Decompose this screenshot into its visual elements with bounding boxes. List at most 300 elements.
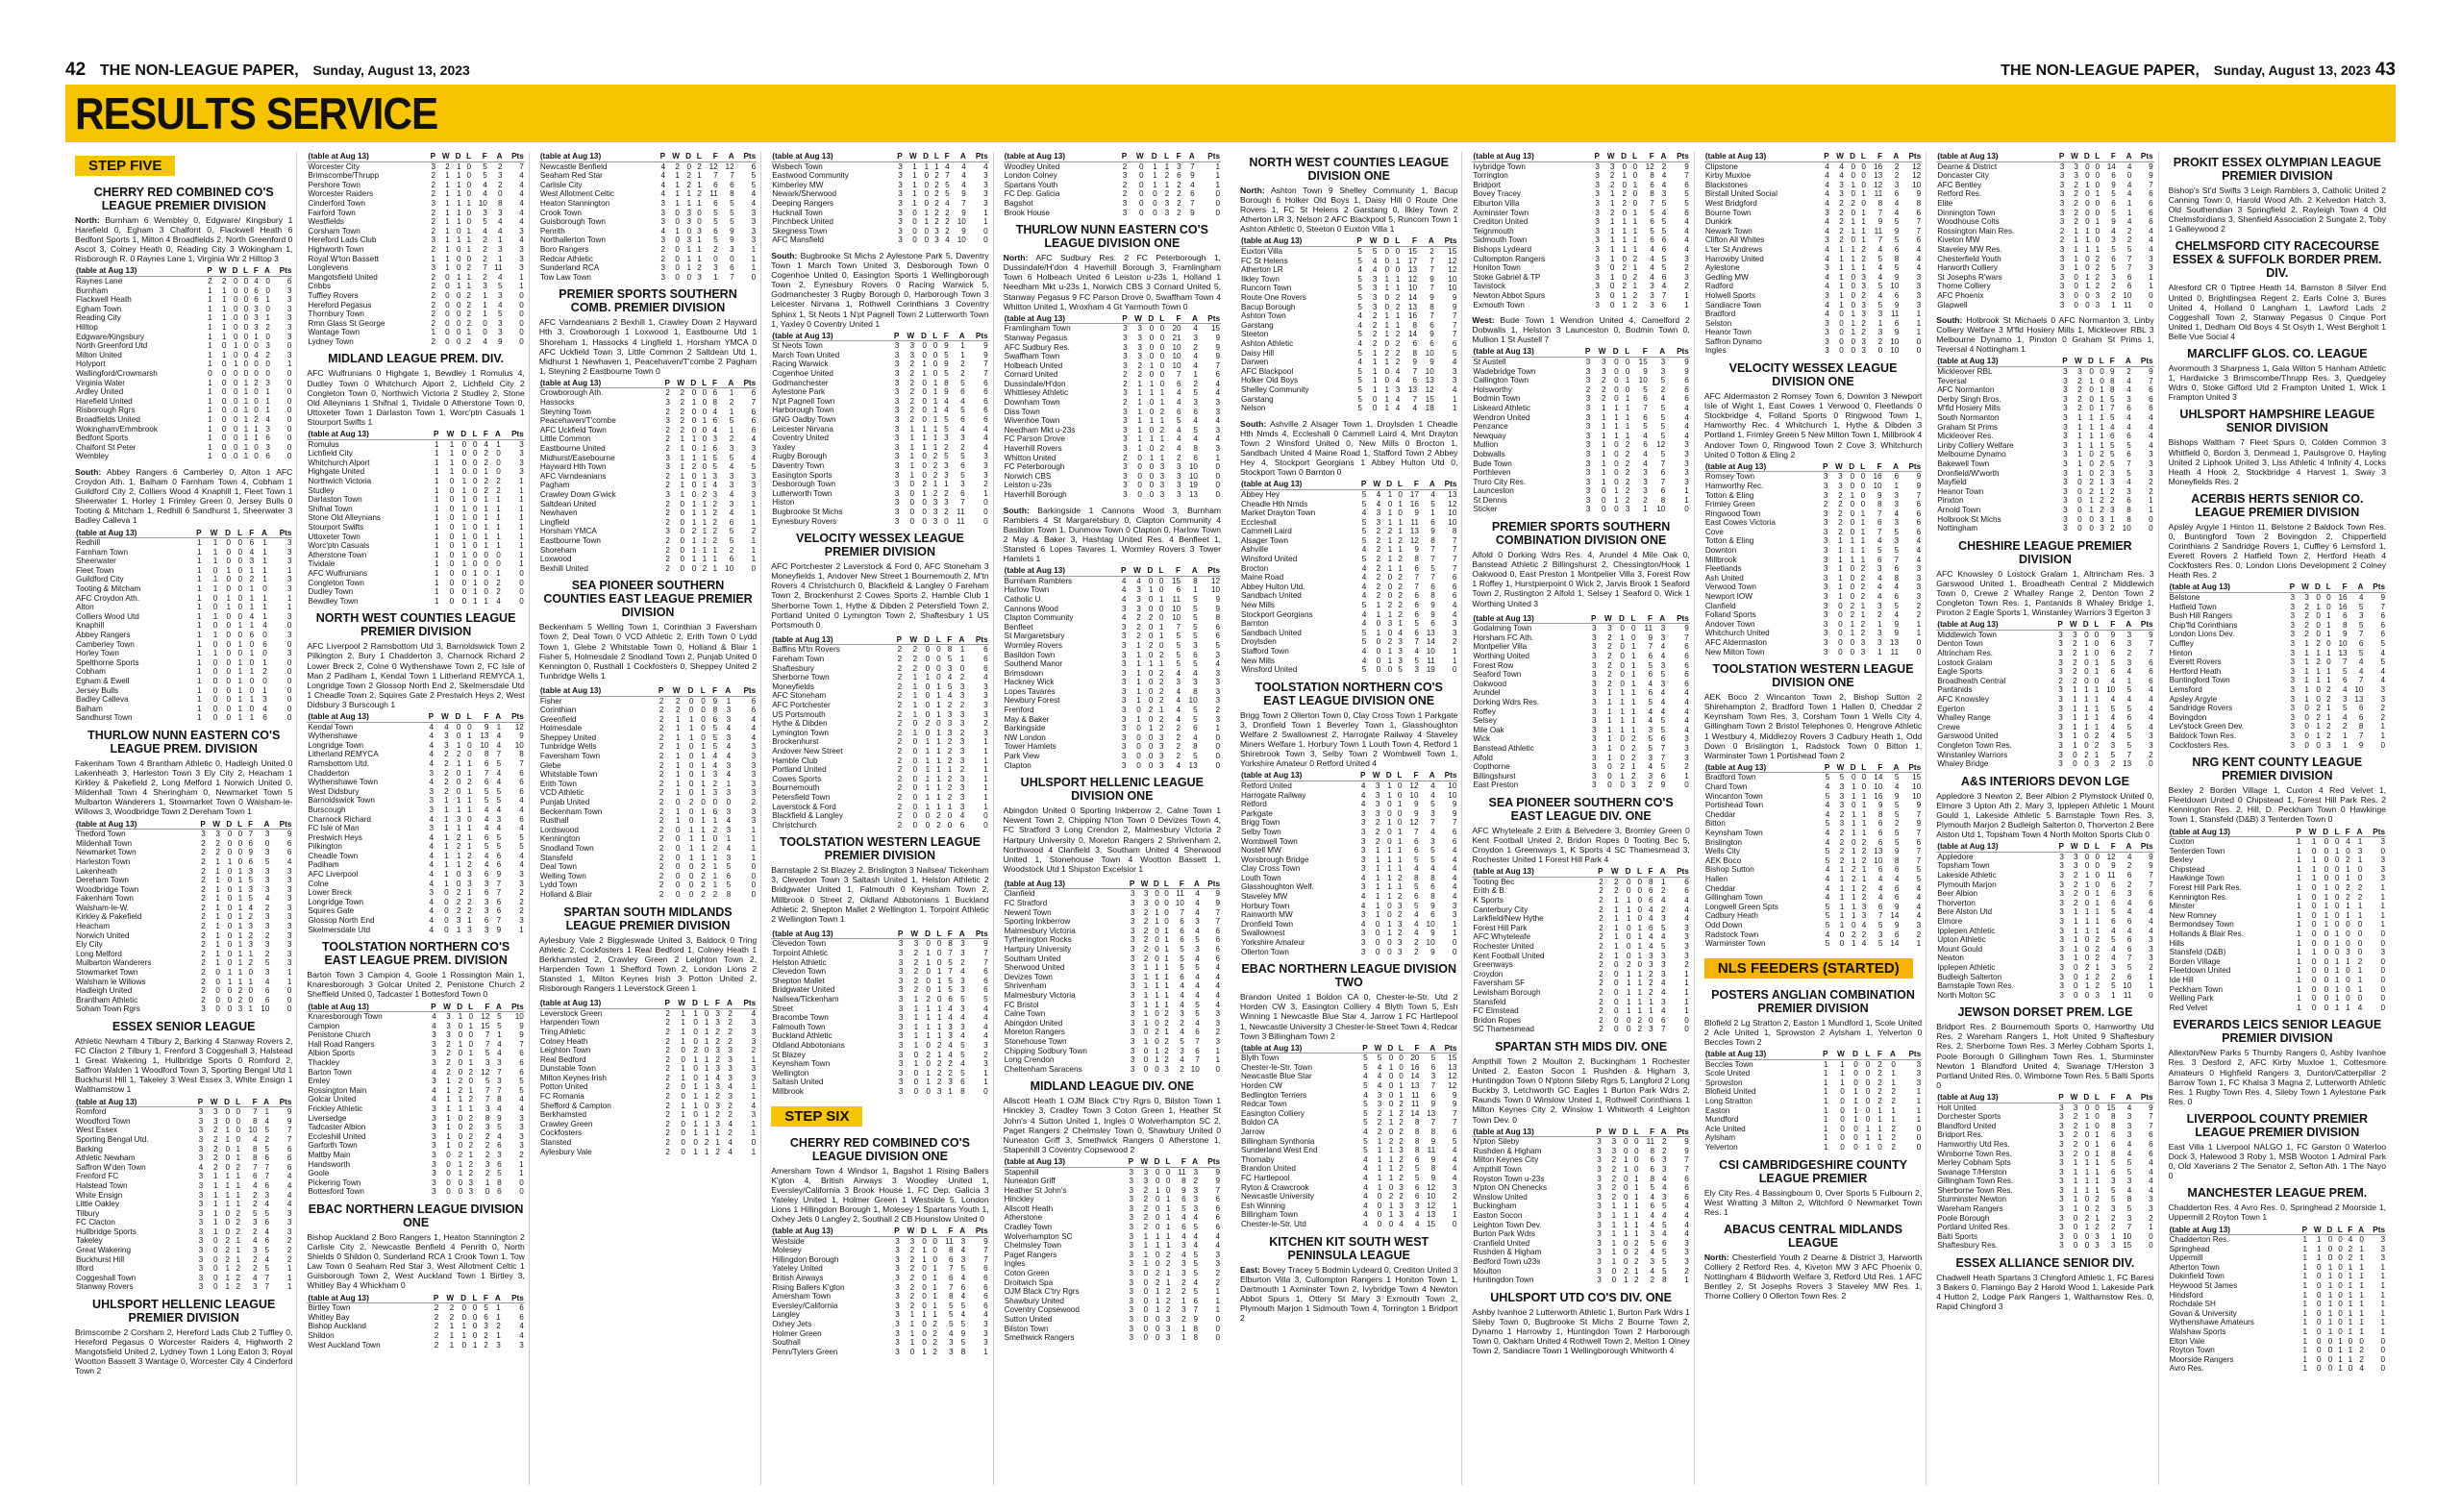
table-row [75, 839, 292, 849]
table-cell: 2 [444, 758, 449, 768]
table-cell: 0 [254, 406, 259, 415]
table-cell: 1 [484, 541, 488, 551]
table-cell: 3 [496, 814, 502, 824]
table-cell: 10 [1448, 274, 1457, 284]
table-row [307, 319, 524, 329]
table-cell: 5 [264, 1126, 270, 1135]
team-name: FC Romania [539, 1092, 584, 1102]
table-cell: 2 [665, 1046, 670, 1055]
table-row [539, 844, 757, 854]
table-cell: 1 [1387, 781, 1392, 790]
table-cell: 6 [751, 696, 757, 706]
table-cell: 2 [1452, 1192, 1457, 1202]
table-cell: 2 [1177, 198, 1181, 208]
table-cell: 1 [1149, 360, 1155, 370]
table-cell: 1 [1155, 972, 1159, 981]
table-cell: 9 [1215, 899, 1221, 908]
table-cell: 0 [215, 986, 220, 996]
table-cell: 2 [468, 1159, 474, 1169]
table-cell: 7 [1430, 1118, 1436, 1128]
team-name: Coggeshall Town [76, 1273, 137, 1282]
table-cell: 4 [726, 816, 732, 826]
table-cell: 5 [947, 682, 953, 691]
header-a: A [260, 266, 271, 276]
header-team: (table at Aug 13) [771, 635, 891, 645]
team-name: Keynsham Town [772, 1059, 831, 1069]
team-name: Harlow Town [1004, 585, 1050, 595]
table-row [1004, 1269, 1221, 1278]
team-name: Peacehaven/T'combe [539, 416, 616, 426]
table-cell: 7 [1176, 622, 1181, 632]
table-cell: 2 [913, 967, 919, 977]
table-cell: 0 [1143, 1296, 1149, 1305]
table-cell: 4 [1684, 226, 1689, 235]
header-d: D [1149, 1157, 1160, 1167]
table-cell: 2 [1625, 468, 1630, 478]
table-cell: 3 [264, 912, 270, 922]
team-name: Wombwell Town [1241, 836, 1298, 846]
table-cell: 1 [693, 1008, 698, 1018]
table-cell: 1 [1376, 628, 1381, 637]
table-row [75, 904, 292, 913]
table-cell: 2 [1158, 724, 1164, 733]
table-cell: 6 [264, 1180, 270, 1190]
table-cell: 3 [248, 940, 254, 950]
table-cell: 1 [1137, 434, 1142, 444]
table-cell: 1 [456, 740, 461, 750]
results-text: AFC Varndeanians 2 Bexhill 1, Crawley Down 2 Hayward Hth 3, Crowborough 1 Loxwood 1, Eastbourne Utd 1 Shoreham 1, Hassocks 4 Lingfield 1, Horsham YMCA 0 AFC Uckfield Town 3, Little Common 2 Saltdean Utd 1, Midhurst 1 Newhaven 1, Peacehaven/T'combe 2 Pagham 1, Steyning 2 Eastbourne Town 0 [538, 317, 758, 376]
table-cell: 5 [1193, 388, 1198, 398]
table-cell: 3 [456, 916, 461, 926]
table-cell: 3 [237, 1004, 243, 1014]
table-cell: 0 [680, 499, 685, 508]
team-name: Route One Rovers [1241, 293, 1306, 303]
header-d: D [452, 1003, 463, 1012]
table-row [307, 1303, 524, 1313]
table-cell: 3 [947, 709, 953, 719]
table-cell: 2 [1376, 582, 1381, 591]
table-cell: 0 [286, 369, 292, 378]
table-cell: 0 [1149, 370, 1155, 380]
table-row [771, 461, 988, 471]
table-cell: 1 [751, 1092, 757, 1102]
table-cell: 1 [197, 657, 202, 667]
table-cell: 1 [1215, 1055, 1221, 1065]
table-cell: 2 [1164, 1036, 1169, 1046]
table-cell: 2 [960, 957, 965, 967]
table-cell: 3 [1177, 161, 1181, 171]
table-cell: 1 [1153, 171, 1157, 181]
table-cell: 3 [1360, 827, 1366, 836]
table-row [1004, 1223, 1221, 1232]
table-cell: 4 [429, 740, 435, 750]
table-cell: 2 [1158, 668, 1164, 678]
table-cell: 2 [1632, 300, 1638, 310]
table-cell: 0 [457, 263, 461, 273]
team-name: Colne [308, 879, 329, 888]
table-cell: 6 [1193, 1296, 1199, 1305]
table-cell: 0 [236, 1126, 241, 1135]
table-cell: 3 [1215, 678, 1221, 687]
table-cell: 0 [1215, 732, 1221, 742]
table-cell: 1 [519, 532, 524, 541]
team-name: Woodley United [1004, 161, 1060, 171]
table-cell: 1 [1158, 659, 1164, 669]
table-row [771, 1051, 988, 1060]
table-cell: 3 [983, 1040, 988, 1050]
table-cell: 2 [458, 1085, 463, 1095]
table-cell: 1 [212, 1172, 218, 1181]
table-cell: 5 [1361, 535, 1367, 545]
table-row [75, 1218, 292, 1227]
team-name: Laverstock & Ford [772, 802, 836, 811]
table-cell: 4 [1360, 781, 1366, 790]
table-cell: 4 [1414, 1210, 1420, 1220]
table-row [539, 161, 757, 171]
header-p: P [659, 999, 671, 1008]
team-name: Buckhurst Hill [76, 1254, 125, 1264]
table-row [539, 1102, 757, 1111]
table-cell: 3 [686, 217, 692, 227]
table-cell: 1 [456, 805, 461, 814]
table-cell: 2 [1388, 1192, 1394, 1202]
table-cell: 0 [1143, 1269, 1149, 1278]
table-cell: 0 [221, 424, 227, 434]
table-cell: 1 [913, 1031, 919, 1041]
table-cell: 3 [286, 649, 292, 658]
table-cell: 4 [286, 1190, 292, 1200]
table-cell: 3 [898, 180, 903, 189]
table-cell: 0 [680, 508, 685, 518]
team-name: Ardley United [76, 387, 124, 397]
table-cell: 0 [1148, 678, 1154, 687]
team-name: Broadfields United [76, 414, 140, 424]
team-name: Nuneaton Griff [1004, 1177, 1056, 1186]
table-cell: 0 [248, 986, 254, 996]
header-f: F [1165, 314, 1181, 324]
league-table-header [539, 152, 757, 161]
table-row [539, 490, 757, 500]
table-cell: 1 [912, 189, 917, 199]
team-name: Thornbury Town [308, 310, 364, 319]
league-section [1472, 315, 1689, 514]
table-cell: 3 [894, 359, 900, 369]
table-cell: 2 [686, 171, 692, 181]
header-w: W [1134, 1157, 1149, 1167]
table-row [771, 480, 988, 489]
table-row [771, 811, 988, 821]
team-name: Chadderton [308, 768, 350, 778]
team-name: Catholic U [1004, 594, 1041, 604]
team-name: Horley Town [76, 649, 119, 658]
results-column [71, 152, 297, 1485]
table-cell: 0 [924, 235, 929, 245]
table-cell: 2 [712, 779, 718, 788]
table-cell: 1 [1143, 1259, 1149, 1269]
table-cell: 1 [1181, 1324, 1186, 1333]
table-row [771, 1236, 988, 1246]
table-cell: 2 [897, 663, 903, 673]
table-cell: 1 [751, 1119, 757, 1128]
table-cell: 4 [960, 424, 965, 434]
table-cell: 2 [665, 407, 670, 416]
table-cell: 0 [286, 986, 292, 996]
table-cell: 7 [949, 1264, 954, 1274]
table-cell: 5 [1660, 449, 1666, 459]
table-cell: 3 [665, 490, 670, 499]
table-cell: 1 [702, 555, 708, 564]
table-cell: 9 [1190, 171, 1195, 181]
table-cell: 7 [983, 1246, 988, 1255]
table-cell: 3 [1660, 366, 1666, 376]
team-name: Baffins M'tn Rovers [772, 645, 840, 655]
table-cell: 5 [1430, 1053, 1436, 1063]
table-cell: 1 [1377, 1136, 1382, 1146]
table-row [539, 1082, 757, 1092]
table-cell: 4 [1215, 991, 1221, 1000]
table-cell: 7 [1414, 573, 1419, 582]
table-row [1004, 973, 1221, 982]
league-table-header [771, 1227, 988, 1236]
table-cell: 8 [1412, 348, 1418, 358]
table-cell: 4 [429, 916, 435, 926]
table-cell: 2 [665, 535, 670, 545]
table-cell: 3 [894, 452, 900, 461]
table-cell: 3 [934, 226, 939, 235]
table-cell: 0 [466, 161, 472, 171]
table-cell: 10 [1172, 342, 1181, 352]
table-cell: 0 [1158, 585, 1164, 595]
table-cell: 0 [472, 467, 478, 477]
table-cell: 3 [715, 1008, 720, 1018]
team-name: Colney Heath [539, 1036, 588, 1046]
table-cell: 1 [237, 912, 243, 922]
right-date: Sunday, August 13, 2023 [2213, 62, 2372, 78]
table-cell: 1 [909, 434, 915, 443]
table-row [1240, 874, 1457, 883]
team-name: Hadleigh United [76, 986, 133, 996]
team-name: Ashville [1241, 545, 1269, 555]
table-cell: 3 [1585, 449, 1591, 459]
table-cell: 3 [895, 1320, 900, 1329]
table-cell: 3 [1136, 585, 1141, 595]
table-cell: 0 [456, 722, 461, 731]
table-cell: 1 [215, 912, 220, 922]
table-cell: 2 [912, 655, 918, 663]
table-row [307, 235, 524, 245]
table-cell: 7 [1177, 370, 1181, 380]
table-cell: 3 [1430, 808, 1435, 818]
table-cell: 12 [481, 1067, 490, 1077]
table-cell: 1 [926, 1078, 931, 1087]
table-cell: 2 [960, 369, 965, 379]
table-cell: 0 [936, 719, 941, 729]
table-cell: 1 [467, 824, 472, 833]
table-cell: 3 [1684, 459, 1689, 468]
table-row [1240, 902, 1457, 911]
table-cell: 0 [1375, 929, 1380, 938]
table-cell: 6 [1643, 412, 1648, 422]
table-cell: 0 [472, 541, 478, 551]
table-row [1004, 687, 1221, 697]
team-name: Norwich United [76, 930, 130, 940]
table-cell: 0 [226, 557, 232, 566]
table-cell: 9 [730, 226, 734, 235]
table-cell: 3 [959, 802, 965, 811]
table-cell: 4 [484, 814, 489, 824]
table-cell: 1 [249, 584, 255, 594]
table-cell: 9 [944, 387, 949, 397]
team-name: Moneyfields [772, 682, 814, 691]
table-cell: 3 [286, 304, 292, 313]
table-cell: 7 [983, 949, 988, 958]
league-table-header [75, 820, 292, 830]
team-name: Hassocks [539, 398, 575, 408]
table-row [1472, 357, 1689, 366]
table-row [307, 587, 524, 597]
table-row [1004, 1186, 1221, 1196]
table-cell: 3 [726, 760, 732, 770]
table-cell: 1 [215, 949, 220, 958]
table-cell: 2 [1376, 573, 1381, 582]
table-cell: 0 [691, 563, 697, 573]
table-row [1004, 426, 1221, 435]
table-cell: 0 [925, 728, 931, 737]
table-cell: 0 [466, 180, 472, 189]
table-cell: 1 [1387, 873, 1392, 882]
table-cell: 4 [1215, 963, 1221, 973]
table-cell: 3 [1122, 171, 1128, 181]
table-cell: 3 [1215, 668, 1221, 678]
table-cell: 1 [1164, 180, 1170, 189]
table-row [771, 985, 988, 995]
table-cell: 0 [519, 290, 524, 300]
table-cell: 13 [1427, 1210, 1436, 1220]
table-cell: 3 [265, 442, 270, 452]
table-cell: 1 [496, 568, 501, 578]
table-row [75, 443, 292, 453]
table-cell: 15 [481, 1021, 490, 1030]
table-row [1004, 1213, 1221, 1223]
table-cell: 4 [1360, 919, 1366, 929]
table-row [1240, 257, 1457, 266]
table-cell: 3 [1684, 477, 1689, 486]
table-cell: 4 [498, 300, 503, 310]
table-cell: 4 [960, 1059, 965, 1069]
table-cell: 0 [675, 853, 681, 862]
league-table-header [771, 332, 988, 341]
table-cell: 1 [1159, 398, 1165, 408]
table-cell: 4 [983, 1022, 988, 1031]
table-cell: 1 [925, 673, 931, 682]
team-name: Aylestone Park [772, 387, 826, 397]
table-cell: 7 [1429, 265, 1434, 275]
table-row [1240, 293, 1457, 303]
table-cell: 3 [198, 1190, 204, 1200]
table-cell: 2 [1384, 348, 1390, 358]
results-region: North: [1003, 253, 1029, 263]
table-cell: 12 [1448, 1081, 1457, 1091]
team-name: Southall [772, 1338, 801, 1348]
table-cell: 3 [496, 1340, 501, 1350]
table-cell: 9 [1215, 352, 1221, 361]
table-cell: 2 [431, 290, 436, 300]
table-cell: 2 [236, 1264, 241, 1274]
team-name: Swaffham Town [1004, 352, 1060, 361]
table-cell: 3 [1660, 357, 1666, 366]
table-row [1472, 505, 1689, 514]
table-cell: 0 [675, 889, 681, 899]
table-cell: 5 [1195, 963, 1200, 973]
table-cell: 1 [1643, 505, 1648, 514]
table-cell: 2 [897, 645, 903, 655]
table-cell: 1 [729, 388, 734, 398]
table-cell: 10 [1188, 696, 1198, 706]
table-cell: 2 [456, 842, 461, 852]
table-cell: 2 [1180, 1018, 1184, 1028]
table-cell: 3 [1398, 647, 1403, 656]
table-cell: 1 [729, 407, 734, 416]
team-name: Fakenham Town [76, 894, 134, 904]
table-cell: 1 [925, 765, 931, 775]
table-row [771, 1246, 988, 1255]
results-region: North: [75, 215, 100, 225]
table-cell: 0 [1622, 208, 1628, 217]
table-cell: 0 [1215, 189, 1221, 199]
table-cell: 1 [936, 746, 941, 756]
league-table [771, 332, 988, 526]
table-cell: 3 [264, 968, 270, 978]
table-cell: 9 [1414, 508, 1419, 518]
table-cell: 4 [1193, 1241, 1199, 1251]
table-cell: 1 [1155, 981, 1159, 991]
table-cell: 4 [1361, 656, 1367, 665]
table-cell: 3 [894, 387, 900, 397]
table-row [1240, 527, 1457, 536]
header-pts: Pts [1199, 1157, 1221, 1167]
header-p: P [1579, 347, 1591, 357]
table-cell: 2 [431, 318, 436, 328]
league-name: THURLOW NUNN EASTERN CO'S LEAGUE PREM. DIVISION [87, 728, 281, 756]
table-cell: 1 [675, 788, 681, 798]
table-cell: 3 [660, 272, 666, 282]
table-cell: 1 [1164, 954, 1169, 963]
results-column [1000, 152, 1225, 1485]
table-cell: 6 [264, 986, 270, 996]
table-cell: 7 [1190, 161, 1195, 171]
team-name: Droitwich Spa [1004, 1277, 1054, 1287]
table-cell: 0 [212, 685, 218, 695]
team-name: St Dennis [1473, 495, 1507, 505]
table-cell: 3 [895, 1254, 900, 1264]
table-cell: 3 [1130, 1009, 1135, 1019]
table-cell: 0 [265, 369, 270, 378]
table-row [75, 950, 292, 959]
table-cell: 3 [1585, 431, 1591, 440]
table-cell: 2 [909, 387, 915, 397]
table-cell: 0 [1384, 293, 1390, 303]
table-cell: 4 [286, 1200, 292, 1209]
table-cell: 1 [1159, 434, 1165, 444]
league-table [1240, 771, 1457, 956]
table-cell: 5 [1363, 1081, 1368, 1091]
table-cell: 0 [680, 527, 685, 536]
team-name: Coventry United [772, 434, 829, 443]
table-cell: 0 [286, 1004, 292, 1014]
table-cell: 1 [936, 756, 941, 765]
table-cell: 3 [1130, 963, 1135, 973]
table-cell: 5 [1193, 1250, 1199, 1259]
